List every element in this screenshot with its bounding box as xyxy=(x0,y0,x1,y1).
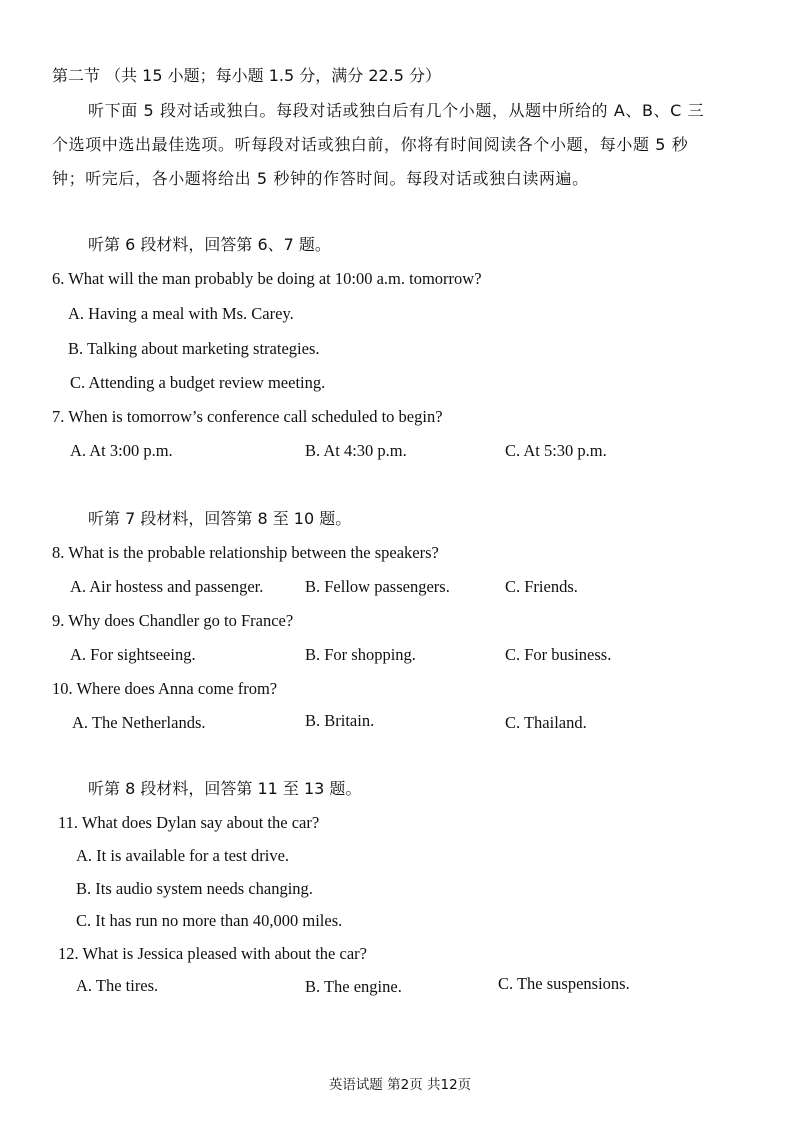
option: C. At 5:30 p.m. xyxy=(505,441,607,460)
option: C. The suspensions. xyxy=(498,974,630,993)
option: A. At 3:00 p.m. xyxy=(70,441,173,460)
option: C. Friends. xyxy=(505,577,578,596)
option: B. Its audio system needs changing. xyxy=(76,879,313,898)
option: C. It has run no more than 40,000 miles. xyxy=(76,911,343,930)
instruction-line: 听下面 5 段对话或独白。每段对话或独白后有几个小题，从题中所给的 A、B、C 三 xyxy=(88,101,705,120)
question-stem: 11. What does Dylan say about the car? xyxy=(58,813,320,832)
option: C. Attending a budget review meeting. xyxy=(70,373,326,392)
group-heading: 听第 8 段材料，回答第 11 至 13 题。 xyxy=(88,779,362,798)
option: A. For sightseeing. xyxy=(70,645,196,664)
option: A. The tires. xyxy=(76,976,159,995)
question-stem: 10. Where does Anna come from? xyxy=(52,679,278,698)
section-heading: 第二节 （共 15 小题；每小题 1.5 分，满分 22.5 分） xyxy=(52,66,442,85)
option: B. The engine. xyxy=(305,977,402,996)
question-stem: 9. Why does Chandler go to France? xyxy=(52,611,294,630)
option: B. At 4:30 p.m. xyxy=(305,441,407,460)
question-stem: 12. What is Jessica pleased with about the car? xyxy=(58,944,367,963)
question-stem: 8. What is the probable relationship between the speakers? xyxy=(52,543,439,562)
option: C. For business. xyxy=(505,645,612,664)
instruction-line: 个选项中选出最佳选项。听每段对话或独白前，你将有时间阅读各个小题，每小题 5 秒 xyxy=(52,135,689,154)
option: C. Thailand. xyxy=(505,713,587,732)
option: A. It is available for a test drive. xyxy=(76,846,290,865)
option: B. Britain. xyxy=(305,711,375,730)
instruction-line: 钟；听完后，各小题将给出 5 秒钟的作答时间。每段对话或独白读两遍。 xyxy=(52,169,589,188)
question-stem: 7. When is tomorrow’s conference call scheduled to begin? xyxy=(52,407,443,426)
option: B. Talking about marketing strategies. xyxy=(68,339,320,358)
option: B. Fellow passengers. xyxy=(305,577,450,596)
option: B. For shopping. xyxy=(305,645,416,664)
group-heading: 听第 7 段材料，回答第 8 至 10 题。 xyxy=(88,509,352,528)
group-heading: 听第 6 段材料，回答第 6、7 题。 xyxy=(88,235,331,254)
option: A. The Netherlands. xyxy=(72,713,206,732)
question-stem: 6. What will the man probably be doing at 10:00 a.m. tomorrow? xyxy=(52,269,482,288)
page-footer: 英语试题 第2页 共12页 xyxy=(328,1077,472,1093)
option: A. Air hostess and passenger. xyxy=(70,577,264,596)
option: A. Having a meal with Ms. Carey. xyxy=(68,304,294,323)
